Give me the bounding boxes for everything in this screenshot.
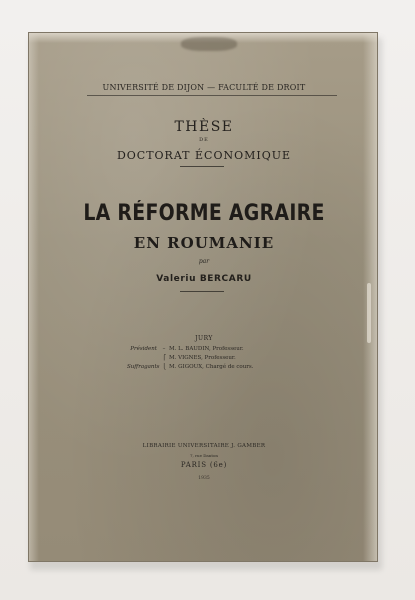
author-rule xyxy=(180,291,224,292)
header-rule xyxy=(87,95,337,96)
jury-list xyxy=(127,344,327,371)
jury-dash: – xyxy=(162,345,166,352)
jury-member: M. GIGOUX, Chargé de cours. xyxy=(169,363,254,370)
book-title: LA RÉFORME AGRAIRE xyxy=(83,201,325,226)
publication-year: 1935 xyxy=(198,476,210,481)
de-word: DE xyxy=(199,137,209,143)
publisher-address: 7, rue Danton xyxy=(190,453,218,458)
book-subtitle: EN ROUMANIE xyxy=(133,234,275,252)
jury-role: Suffragants xyxy=(127,363,160,370)
jury-brace: ⎧ xyxy=(161,354,167,361)
doctorat-rule xyxy=(180,166,224,167)
jury-member: M. L. BAUDIN, Professeur. xyxy=(169,345,244,352)
jury-heading: JURY xyxy=(195,335,213,342)
jury-row xyxy=(127,362,327,371)
jury-brace: ⎩ xyxy=(161,363,167,370)
author-name: Valeriu BERCARU xyxy=(156,274,252,284)
cover-edge-wear-left xyxy=(29,33,39,561)
jury-row xyxy=(127,344,327,353)
jury-member: M. VIGNES, Professeur. xyxy=(169,354,236,361)
cover-stain xyxy=(181,37,237,51)
par-word: par xyxy=(198,258,210,265)
university-line: UNIVERSITÉ DE DIJON — FACULTÉ DE DROIT xyxy=(102,83,306,92)
cover-tear xyxy=(367,283,371,343)
jury-row xyxy=(127,353,327,362)
book-cover xyxy=(28,32,378,562)
jury-role: Président xyxy=(130,345,157,352)
doctorat-line: DOCTORAT ÉCONOMIQUE xyxy=(116,149,292,162)
publisher-city: PARIS (6e) xyxy=(180,461,228,469)
publisher-line: LIBRAIRIE UNIVERSITAIRE J. GAMBER xyxy=(142,443,266,449)
these-heading: THÈSE xyxy=(174,119,234,135)
